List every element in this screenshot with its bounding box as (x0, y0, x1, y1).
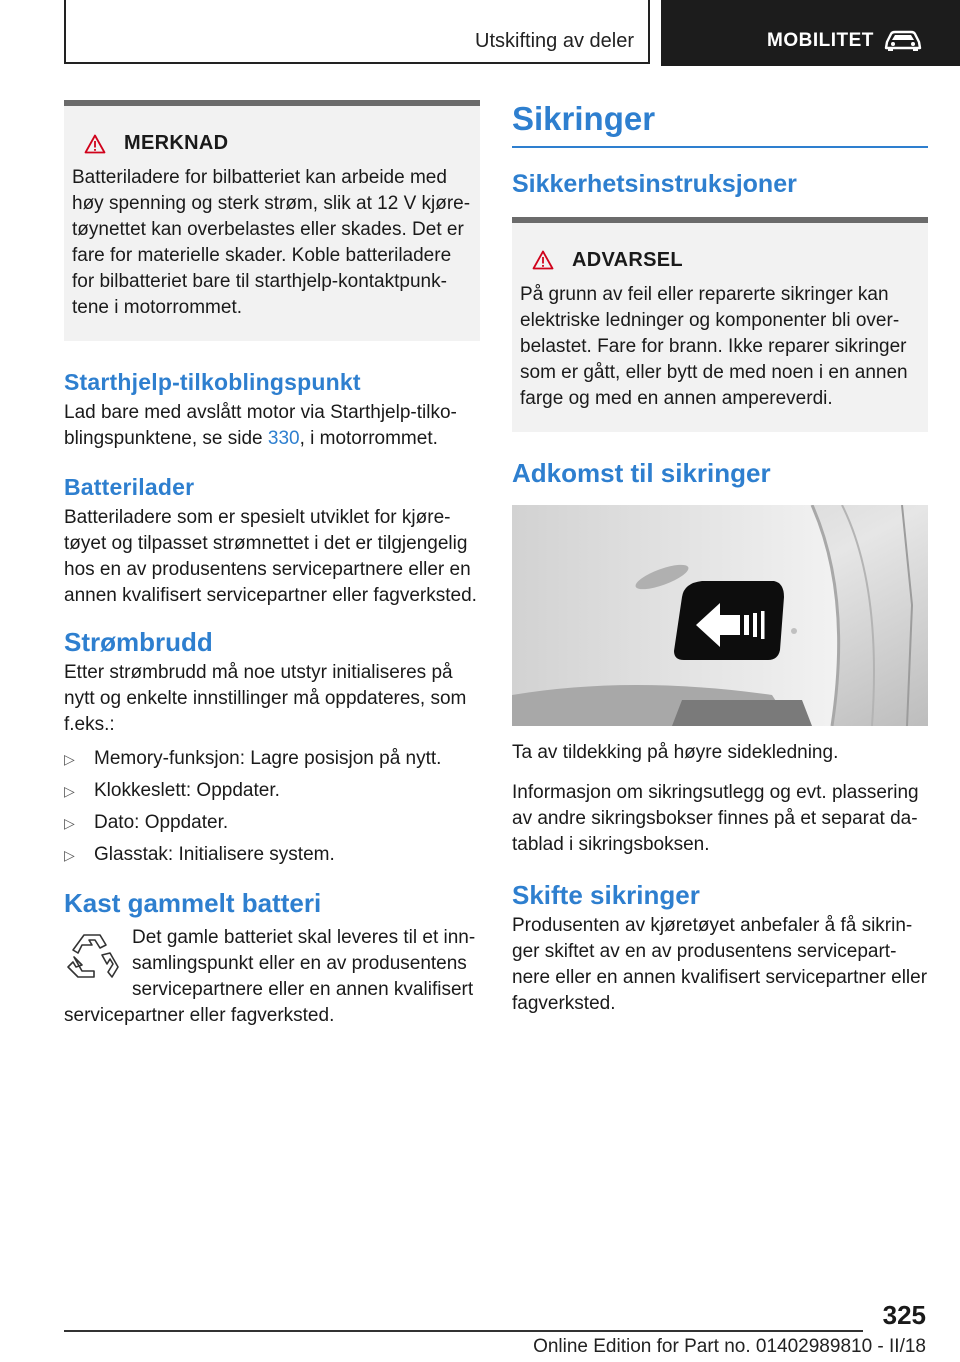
notice-box (64, 100, 480, 341)
warning-text: På grunn av feil eller reparerte sikringer kan elektriske ledninger og komponenter bli over- belastet. Fare for brann. Ikke reparer sikringer som er gått, eller bytt de med noen i en annen farge og med en annen ampereverdi. (520, 283, 908, 409)
page-title: Sikringer (512, 100, 656, 137)
notice-text: Batteriladere for bilbatteriet kan arbeide med høy spenning og sterk strøm, slik at 12 V kjøre- tøynettet kan overbelastes eller skades. Det er fare for materielle skader. Koble batteriladere for bilbatteriet bare til starthjelp-kontaktpunk- tene i motorrommet. (72, 167, 471, 318)
heading-batterilader: Batterilader (64, 474, 195, 500)
warning-box (512, 217, 928, 432)
batterilader-text: Batteriladere som er spesielt utviklet for kjøre- tøyet og tilpasset strømnettet i det er tilgjengelig hos en av produsentens servicepartnere eller en annen kvalifisert servicepartner eller fagverksted. (64, 507, 477, 606)
right-column (512, 100, 928, 1017)
warning-triangle-icon (532, 250, 554, 270)
section-tab (64, 0, 650, 64)
heading-kast: Kast gammelt batteri (64, 888, 322, 918)
bullet-triangle-icon: ▷ (64, 847, 75, 863)
footer-divider (64, 1330, 863, 1332)
heading-starthjelp: Starthjelp-tilkoblingspunkt (64, 369, 361, 395)
section-title: Utskifting av deler (475, 30, 634, 52)
heading-skifte: Skifte sikringer (512, 879, 700, 910)
stromnbrudd-text: Etter strømbrudd må noe utstyr initialiseres på nytt og enkelte innstillinger må oppdateres, som f.eks.: (64, 662, 467, 735)
footer-edition: Online Edition for Part no. 01402989810 - II/18 (533, 1336, 926, 1357)
list-item: ▷ Glasstak: Initialisere system. (64, 842, 480, 868)
notice-title: MERKNAD (124, 132, 229, 154)
list-item: ▷ Klokkeslett: Oppdater. (64, 778, 480, 804)
stromnbrudd-list (64, 746, 480, 868)
bullet-triangle-icon: ▷ (64, 751, 75, 767)
info-text: Informasjon om sikringsutlegg og evt. plassering av andre sikringsbokser finnes på et separat da- tablad i sikringsboksen. (512, 781, 919, 855)
page-header (0, 0, 960, 66)
list-item: ▷ Dato: Oppdater. (64, 810, 480, 836)
trim-panel-illustration (512, 505, 928, 726)
page-number: 325 (882, 1300, 926, 1330)
left-column (64, 100, 480, 1029)
heading-stromnbrudd: Strømbrudd (64, 627, 213, 657)
bullet-triangle-icon: ▷ (64, 783, 75, 799)
title-divider (512, 146, 928, 148)
heading-sikkerhet: Sikkerhetsinstruksjoner (512, 169, 797, 198)
skifte-text: Produsenten av kjøretøyet anbefaler å få sikrin- ger skiftet av en av produsentens servicepart- nere eller en annen kvalifisert servicepartner eller fagverksted. (512, 914, 928, 1014)
chapter-title: MOBILITET (767, 30, 874, 51)
warning-triangle-icon (84, 134, 106, 154)
warning-title: ADVARSEL (572, 248, 683, 271)
fuse-access-figure (512, 505, 928, 726)
figure-caption: Ta av tildekking på høyre sidekledning. (512, 741, 839, 763)
list-item: ▷ Memory-funksjon: Lagre posisjon på nytt. (64, 746, 480, 772)
car-icon (883, 28, 923, 52)
heading-adkomst: Adkomst til sikringer (512, 457, 771, 488)
kast-text: Det gamle batteriet skal leveres til et inn- samlingspunkt eller en av produsentens servicepartnere eller en annen kvalifisert servicepartner eller fagverksted. (64, 927, 476, 1026)
bullet-triangle-icon: ▷ (64, 815, 75, 831)
recycle-icon (64, 929, 120, 985)
starthjelp-text: Lad bare med avslått motor via Starthjelp-tilko- blingspunktene, se side 330, i motorrommet. (64, 402, 457, 449)
page-link-330[interactable]: 330 (267, 428, 300, 449)
chapter-tab (661, 0, 960, 66)
